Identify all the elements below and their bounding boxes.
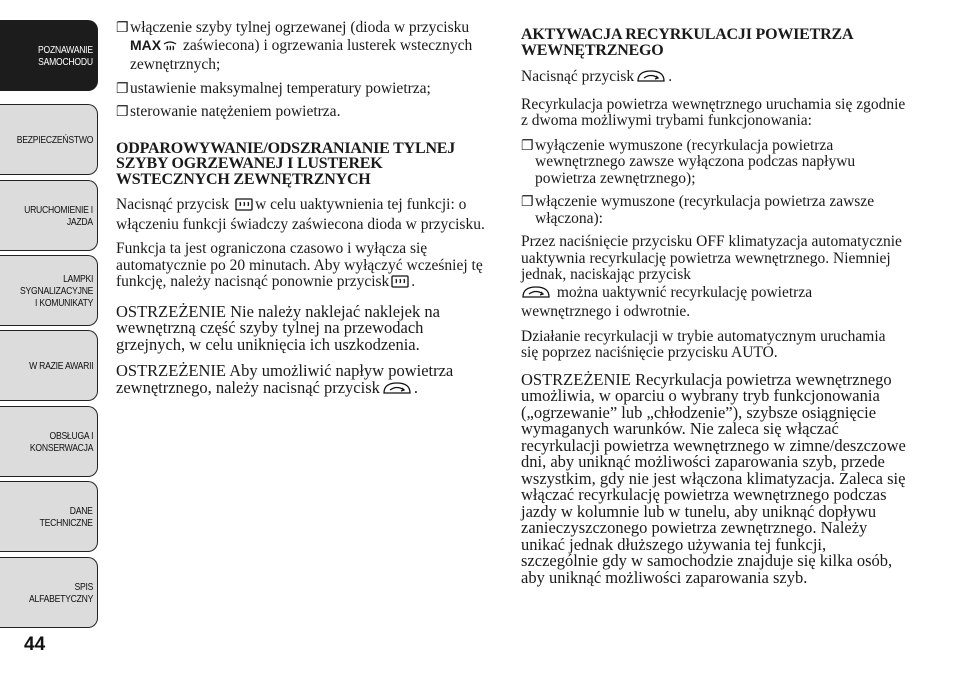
windshield-defrost-icon <box>163 40 177 58</box>
paragraph: Recyrkulacja powietrza wewnętrznego uruchamia się zgodnie z dwoma możliwymi trybami funkcjonowania: <box>521 95 906 129</box>
page-number: 44 <box>24 634 46 655</box>
bullet-text: zaświecona) i ogrzewania lusterek wstecznych zewnętrznych; <box>130 36 473 73</box>
tab-lampki-sygnalizacyjne[interactable] <box>0 255 98 326</box>
tab-label: DANE TECHNICZNE <box>39 504 93 529</box>
paragraph <box>521 234 906 321</box>
tab-spis-alfabetyczny[interactable] <box>0 557 98 628</box>
checkbox-bullet-icon: ❐ <box>116 105 129 120</box>
right-column <box>521 20 906 594</box>
list-item <box>116 104 494 121</box>
max-label: MAX <box>130 36 162 53</box>
paragraph <box>116 241 494 294</box>
list-item <box>116 20 494 74</box>
paragraph <box>521 68 906 89</box>
chapter-sidebar <box>0 0 100 686</box>
rear-window-defrost-icon <box>391 275 409 294</box>
tab-uruchomienie-i-jazda[interactable] <box>0 180 98 251</box>
warning-outside-air <box>116 363 494 399</box>
air-recirculation-icon <box>521 284 551 305</box>
tab-dane-techniczne[interactable] <box>0 481 98 552</box>
tab-bezpieczenstwo[interactable] <box>0 104 98 175</box>
paragraph-text: . <box>411 273 416 290</box>
checkbox-bullet-icon: ❐ <box>521 138 534 154</box>
bullet-text: ustawienie maksymalnej temperatury powietrza; <box>130 79 431 97</box>
warning-recirculation: OSTRZEŻENIE Recyrkulacja powietrza wewnętrznego umożliwia, w oparciu o wybrany tryb funkcjonowania („ogrzewanie” lub „chłodzenie”), szybsze osiągnięcie wymaganych warunków. Nie zaleca się włączać recyrkulacji powietrza wewnętrznego w zimne/deszczowe dni, aby uniknąć możliwości zaparowania szyb, przede wszystkim, gdy nie jest włączona klimatyzacja. Zaleca się włączać recyrkulację powietrza wewnętrznego podczas jazdy w kolumnie lub w tunelu, aby uniknąć dopływu zanieczyszczonego powietrza zewnętrznego. Należy unikać jednak dłuższego używania tej funkcji, szczególnie gdy w samochodzie znajduje się kilka osób, aby uniknąć możliwości zaparowania szyb. <box>521 369 906 587</box>
checkbox-bullet-icon: ❐ <box>521 195 534 210</box>
paragraph-text: OSTRZEŻENIE Aby umożliwić napływ powietrza zewnętrznego, należy nacisnąć przycisk <box>116 361 454 397</box>
tab-label: URUCHOMIENIE I JAZDA <box>24 203 93 228</box>
air-recirculation-icon <box>382 380 412 400</box>
paragraph-text: Przez naciśnięcie przycisku OFF klimatyzacja automatycznie uaktywnia recyrkulację powietrza wewnętrznego. Niemniej jednak, naciskając przycisk <box>521 233 902 283</box>
tab-w-razie-awarii[interactable] <box>0 330 98 401</box>
left-column <box>116 20 494 407</box>
tab-obsluga-i-konserwacja[interactable] <box>0 406 98 477</box>
bullet-text: wyłączenie wymuszone (recyrkulacja powietrza wewnętrznego zawsze wyłączona podczas napływu powietrza zewnętrznego); <box>535 136 856 187</box>
paragraph-text: Nacisnąć przycisk <box>521 68 635 85</box>
tab-label: W RAZIE AWARII <box>28 359 93 372</box>
paragraph-text: w celu uaktywnienia tej funkcji: o włączeniu funkcji świadczy zaświecona dioda w przycisku. <box>116 196 485 233</box>
rear-window-defrost-icon <box>235 198 253 217</box>
tab-label: LAMPKI SYGNALIZACYJNE I KOMUNIKATY <box>19 272 93 309</box>
tab-label: OBSŁUGA I KONSERWACJA <box>29 429 93 454</box>
tab-poznawanie-samochodu[interactable] <box>0 20 98 91</box>
tab-label: SPIS ALFABETYCZNY <box>28 580 93 605</box>
warning-rear-window: OSTRZEŻENIE Nie należy naklejać naklejek na wewnętrzną część szyby tylnej na przewodach grzejnych, w celu uniknięcia ich uszkodzenia. <box>116 301 440 354</box>
paragraph-text: Nacisnąć przycisk <box>116 196 234 213</box>
section-heading-recirculation: AKTYWACJA RECYRKULACJI POWIETRZA WEWNĘTRZNEGO <box>521 26 853 59</box>
air-recirculation-icon <box>636 68 666 89</box>
list-item <box>521 194 906 227</box>
tab-label: POZNAWANIE SAMOCHODU <box>38 43 93 68</box>
checkbox-bullet-icon: ❐ <box>116 21 129 36</box>
paragraph-text: Funkcja ta jest ograniczona czasowo i wyłącza się automatycznie po 20 minutach. Aby wyłączyć wcześniej tę funkcję, należy nacisnąć ponownie przycisk <box>116 240 483 290</box>
paragraph-text: można uaktywnić recyrkulację powietrza wewnętrznego i odwrotnie. <box>521 283 813 320</box>
bullet-text: sterowanie natężeniem powietrza. <box>130 103 341 120</box>
bullet-text: włączenie szyby tylnej ogrzewanej (dioda w przycisku <box>130 19 470 36</box>
list-item <box>521 138 906 188</box>
paragraph <box>116 197 494 233</box>
checkbox-bullet-icon: ❐ <box>116 81 129 97</box>
section-heading-rear-defrost: ODPAROWYWANIE/ODSZRANIANIE TYLNEJ SZYBY OGRZEWANEJ I LUSTEREK WSTECZNYCH ZEWNĘTRZNYCH <box>116 139 456 188</box>
list-item <box>116 81 494 98</box>
paragraph-text: . <box>413 377 418 397</box>
paragraph-text: . <box>668 68 673 85</box>
tab-label: BEZPIECZEŃSTWO <box>16 133 93 146</box>
bullet-text: włączenie wymuszone (recyrkulacja powietrza zawsze włączona): <box>535 193 875 227</box>
paragraph: Działanie recyrkulacji w trybie automatycznym uruchamia się poprzez naciśnięcie przycisku AUTO. <box>521 327 886 361</box>
